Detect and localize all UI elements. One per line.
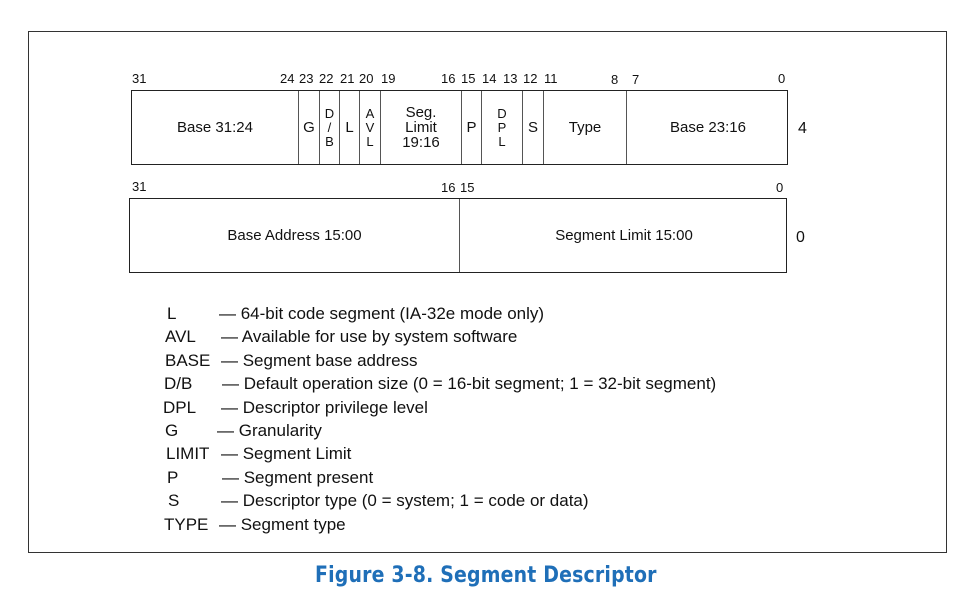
bit-number-22: 22 xyxy=(319,71,334,86)
bit-number-8: 8 xyxy=(611,72,619,87)
byte-offset-0: 0 xyxy=(796,229,805,246)
descriptor-low-word xyxy=(129,198,787,273)
bit-number-31: 31 xyxy=(132,179,147,194)
legend-definition: — 64-bit code segment (IA-32e mode only) xyxy=(219,304,545,323)
field-label: Base 23:16 xyxy=(670,119,746,136)
byte-offset-4: 4 xyxy=(798,120,807,137)
legend-definition: — Segment base address xyxy=(221,350,418,370)
legend-term: P xyxy=(167,467,179,487)
legend-definition: — Segment Limit xyxy=(221,444,352,464)
field-label-char: P xyxy=(497,119,507,135)
bit-number-23: 23 xyxy=(299,71,314,86)
legend-definition: — Default operation size (0 = 16-bit segment; 1 = 32-bit segment) xyxy=(222,374,717,394)
legend-term: TYPE xyxy=(164,514,209,534)
field-s xyxy=(522,91,543,164)
field-seg-limit-19-16 xyxy=(380,91,461,164)
field-label: G xyxy=(303,119,315,136)
legend-row-g xyxy=(0,419,978,442)
bit-number-15: 15 xyxy=(460,180,475,195)
legend-row-limit xyxy=(0,442,978,465)
field-avl xyxy=(359,91,380,164)
legend-row-base xyxy=(0,349,978,372)
field-label-char: D xyxy=(324,105,335,121)
field-label: S xyxy=(527,119,538,136)
legend-term: L xyxy=(167,304,177,323)
legend-term: BASE xyxy=(165,350,211,370)
figure-caption: Figure 3-8. Segment Descriptor xyxy=(315,563,657,588)
field-label: L xyxy=(345,119,354,136)
legend-row-avl xyxy=(0,325,978,348)
bit-number-15: 15 xyxy=(461,71,476,86)
bit-number-21: 21 xyxy=(340,71,355,86)
legend-row-p xyxy=(0,466,978,489)
legend-definition: — Descriptor privilege level xyxy=(221,397,428,417)
field-label-char: L xyxy=(498,133,506,149)
field-base-23-16 xyxy=(626,91,789,164)
legend-row-type xyxy=(0,513,978,536)
field-type xyxy=(543,91,626,164)
field-label: Type xyxy=(568,119,602,136)
bit-number-16: 16 xyxy=(441,71,456,86)
field-label: Base 31:24 xyxy=(177,119,253,136)
bit-number-19: 19 xyxy=(381,71,396,86)
legend-definition: — Segment type xyxy=(219,514,346,534)
legend-definition: — Descriptor type (0 = system; 1 = code or data) xyxy=(221,491,589,511)
bit-number-7: 7 xyxy=(632,72,640,87)
bit-number-13: 13 xyxy=(503,71,518,86)
field-d-b xyxy=(319,91,339,164)
field-label: Base Address 15:00 xyxy=(227,227,362,244)
bit-number-20: 20 xyxy=(359,71,374,86)
field-p xyxy=(461,91,481,164)
legend-term: D/B xyxy=(164,374,193,394)
field-g xyxy=(298,91,319,164)
bit-number-12: 12 xyxy=(523,71,538,86)
legend-term: LIMIT xyxy=(166,444,210,464)
field-label: Segment Limit 15:00 xyxy=(555,227,693,244)
bit-number-16: 16 xyxy=(441,180,456,195)
field-label: P xyxy=(466,119,477,136)
legend-definition: — Granularity xyxy=(217,420,322,440)
field-label-char: L xyxy=(366,133,374,149)
bit-number-14: 14 xyxy=(482,71,497,86)
bit-number-0: 0 xyxy=(778,71,786,86)
legend-row-s xyxy=(0,489,978,512)
legend-definition: — Segment present xyxy=(222,467,374,487)
field-label-char: D xyxy=(497,105,507,121)
bit-number-24: 24 xyxy=(280,71,295,86)
legend-definition: — Available for use by system software xyxy=(221,327,518,347)
legend xyxy=(0,302,978,536)
bit-number-11: 11 xyxy=(544,71,558,86)
legend-row-l xyxy=(0,302,978,325)
field-label: Seg. Limit 19:16 xyxy=(402,104,440,151)
field-segment-limit-15-00 xyxy=(459,199,788,272)
field-l xyxy=(339,91,359,164)
field-base-31-24 xyxy=(132,91,298,164)
bit-number-31: 31 xyxy=(132,71,147,86)
legend-term: S xyxy=(168,491,180,511)
legend-term: AVL xyxy=(165,327,196,347)
field-label-char: A xyxy=(365,105,375,121)
legend-term: DPL xyxy=(163,397,197,417)
field-dpl xyxy=(481,91,522,164)
legend-row-dpl xyxy=(0,396,978,419)
field-base-address-15-00 xyxy=(130,199,459,272)
field-label-char: B xyxy=(325,133,334,149)
field-label-char: / xyxy=(327,119,332,135)
legend-term: G xyxy=(165,420,179,440)
descriptor-high-word xyxy=(131,90,788,165)
bit-number-0: 0 xyxy=(776,180,784,195)
legend-row-db xyxy=(0,372,978,395)
field-label-char: V xyxy=(365,119,375,135)
